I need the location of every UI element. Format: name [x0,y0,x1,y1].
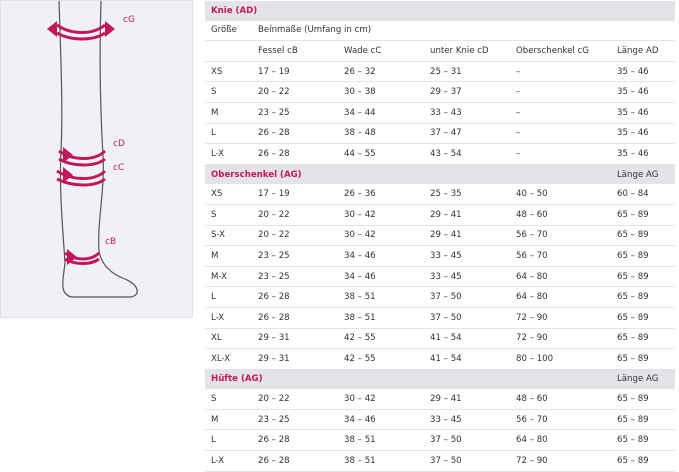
section-title: Knie (AD) [205,1,675,21]
section-title: Hüfte (AG) [205,369,611,389]
leg-illustration-panel [0,0,193,318]
cell-wade: 34 – 46 [338,266,424,287]
cell-laenge: 65 – 89 [611,451,675,472]
cell-size: M [205,409,252,430]
cell-fessel: 20 – 22 [252,82,338,103]
table-row [205,82,675,103]
cell-laenge: 65 – 89 [611,307,675,328]
cell-size: L-X [205,307,252,328]
measure-band-cd [59,147,105,165]
header-laenge-ad: Länge AD [611,41,675,62]
measure-band-cb [65,249,99,265]
table-row [205,102,675,123]
table-row [205,389,675,409]
cell-unter-knie: 29 – 41 [424,389,510,409]
cell-laenge: 65 – 89 [611,409,675,430]
cell-wade: 44 – 55 [338,144,424,165]
cell-size: L [205,287,252,308]
cell-laenge: 65 – 89 [611,266,675,287]
table-row [205,246,675,267]
cell-unter-knie: 25 – 35 [424,184,510,204]
cell-unter-knie: 37 – 50 [424,451,510,472]
cell-fessel: 26 – 28 [252,123,338,144]
cell-fessel: 20 – 22 [252,389,338,409]
table-row [205,123,675,144]
cell-laenge: 65 – 89 [611,287,675,308]
cell-fessel: 26 – 28 [252,287,338,308]
cell-size: XS [205,61,252,82]
cell-unter-knie: 37 – 50 [424,307,510,328]
cell-fessel: 17 – 19 [252,184,338,204]
cell-oberschenkel: 56 – 70 [510,225,611,246]
cell-laenge: 65 – 89 [611,225,675,246]
cell-unter-knie: 41 – 54 [424,349,510,370]
cell-fessel: 26 – 28 [252,430,338,451]
table-row [205,144,675,165]
section-title: Oberschenkel (AG) [205,164,611,184]
measure-band-cg [47,21,115,39]
cell-wade: 38 – 48 [338,123,424,144]
cell-wade: 30 – 42 [338,389,424,409]
measure-header-row [205,21,675,41]
cell-oberschenkel: – [510,123,611,144]
cell-unter-knie: 29 – 37 [424,82,510,103]
cell-fessel: 23 – 25 [252,102,338,123]
cell-laenge: 65 – 89 [611,349,675,370]
cell-unter-knie: 41 – 54 [424,328,510,349]
section-header-knie [205,1,675,21]
cell-size: L-X [205,451,252,472]
cell-size: M [205,102,252,123]
cell-oberschenkel: 72 – 90 [510,451,611,472]
cell-wade: 42 – 55 [338,328,424,349]
table-row [205,204,675,225]
table-row [205,430,675,451]
cell-laenge: 65 – 89 [611,204,675,225]
cell-size: M-X [205,266,252,287]
knie-rows [205,61,675,164]
header-oberschenkel: Oberschenkel cG [510,41,611,62]
cell-oberschenkel: 56 – 70 [510,246,611,267]
cell-laenge: 65 – 89 [611,389,675,409]
cell-fessel: 29 – 31 [252,328,338,349]
cell-fessel: 26 – 28 [252,307,338,328]
cell-unter-knie: 37 – 47 [424,123,510,144]
header-size: Größe [205,21,252,41]
cell-wade: 38 – 51 [338,307,424,328]
header-wade: Wade cC [338,41,424,62]
cell-wade: 34 – 44 [338,102,424,123]
table-row [205,266,675,287]
table-row [205,307,675,328]
label-cd: cD [113,139,125,149]
cell-size: L-X [205,144,252,165]
cell-oberschenkel: 64 – 80 [510,287,611,308]
cell-wade: 30 – 42 [338,225,424,246]
cell-size: S [205,389,252,409]
section-length-label: Länge AG [611,164,675,184]
label-cc: cC [113,163,125,173]
cell-oberschenkel: – [510,144,611,165]
cell-size: S [205,204,252,225]
section-header-oberschenkel [205,164,675,184]
table-row [205,287,675,308]
cell-unter-knie: 37 – 50 [424,430,510,451]
cell-oberschenkel: 80 – 100 [510,349,611,370]
cell-oberschenkel: 40 – 50 [510,184,611,204]
cell-fessel: 23 – 25 [252,246,338,267]
label-cb: cB [105,237,117,247]
header-unter-knie: unter Knie cD [424,41,510,62]
cell-wade: 34 – 46 [338,409,424,430]
cell-wade: 38 – 51 [338,287,424,308]
cell-laenge: 35 – 46 [611,123,675,144]
measure-band-cc [57,167,105,185]
section-length-label: Länge AG [611,369,675,389]
table-row [205,409,675,430]
header-measure-title: Beinmaße (Umfang in cm) [252,21,675,41]
table-row [205,451,675,472]
cell-unter-knie: 29 – 41 [424,204,510,225]
cell-wade: 42 – 55 [338,349,424,370]
cell-wade: 38 – 51 [338,451,424,472]
cell-oberschenkel: 72 – 90 [510,307,611,328]
table-row [205,61,675,82]
cell-unter-knie: 33 – 45 [424,266,510,287]
cell-wade: 30 – 38 [338,82,424,103]
label-cg: cG [123,15,135,25]
cell-unter-knie: 29 – 41 [424,225,510,246]
cell-wade: 30 – 42 [338,204,424,225]
cell-fessel: 17 – 19 [252,61,338,82]
huefte-rows [205,389,675,471]
cell-unter-knie: 43 – 54 [424,144,510,165]
table-row [205,349,675,370]
cell-laenge: 35 – 46 [611,61,675,82]
cell-laenge: 35 – 46 [611,82,675,103]
section-header-huefte [205,369,675,389]
table-row [205,225,675,246]
cell-size: S-X [205,225,252,246]
leg-diagram [1,1,194,319]
cell-size: S [205,82,252,103]
size-table [205,1,675,472]
cell-oberschenkel: – [510,102,611,123]
cell-laenge: 35 – 46 [611,144,675,165]
cell-fessel: 20 – 22 [252,225,338,246]
cell-unter-knie: 33 – 45 [424,246,510,267]
column-header-row [205,41,675,62]
cell-size: XS [205,184,252,204]
cell-unter-knie: 33 – 45 [424,409,510,430]
cell-fessel: 23 – 25 [252,266,338,287]
cell-oberschenkel: 48 – 60 [510,204,611,225]
cell-wade: 34 – 46 [338,246,424,267]
cell-wade: 26 – 32 [338,61,424,82]
cell-laenge: 65 – 89 [611,430,675,451]
cell-oberschenkel: 64 – 80 [510,266,611,287]
cell-fessel: 20 – 22 [252,204,338,225]
cell-fessel: 29 – 31 [252,349,338,370]
header-fessel: Fessel cB [252,41,338,62]
cell-unter-knie: 37 – 50 [424,287,510,308]
cell-size: XL [205,328,252,349]
cell-unter-knie: 33 – 43 [424,102,510,123]
cell-size: L [205,123,252,144]
header-blank [205,41,252,62]
cell-fessel: 26 – 28 [252,144,338,165]
cell-oberschenkel: 72 – 90 [510,328,611,349]
cell-size: L [205,430,252,451]
cell-laenge: 60 – 84 [611,184,675,204]
cell-oberschenkel: – [510,82,611,103]
cell-oberschenkel: 56 – 70 [510,409,611,430]
cell-oberschenkel: – [510,61,611,82]
cell-laenge: 35 – 46 [611,102,675,123]
table-row [205,328,675,349]
cell-wade: 38 – 51 [338,430,424,451]
cell-size: XL-X [205,349,252,370]
cell-size: M [205,246,252,267]
cell-unter-knie: 25 – 31 [424,61,510,82]
cell-fessel: 26 – 28 [252,451,338,472]
cell-fessel: 23 – 25 [252,409,338,430]
cell-laenge: 65 – 89 [611,328,675,349]
cell-wade: 26 – 36 [338,184,424,204]
table-row [205,184,675,204]
cell-laenge: 65 – 89 [611,246,675,267]
cell-oberschenkel: 64 – 80 [510,430,611,451]
cell-oberschenkel: 48 – 60 [510,389,611,409]
oberschenkel-rows [205,184,675,369]
